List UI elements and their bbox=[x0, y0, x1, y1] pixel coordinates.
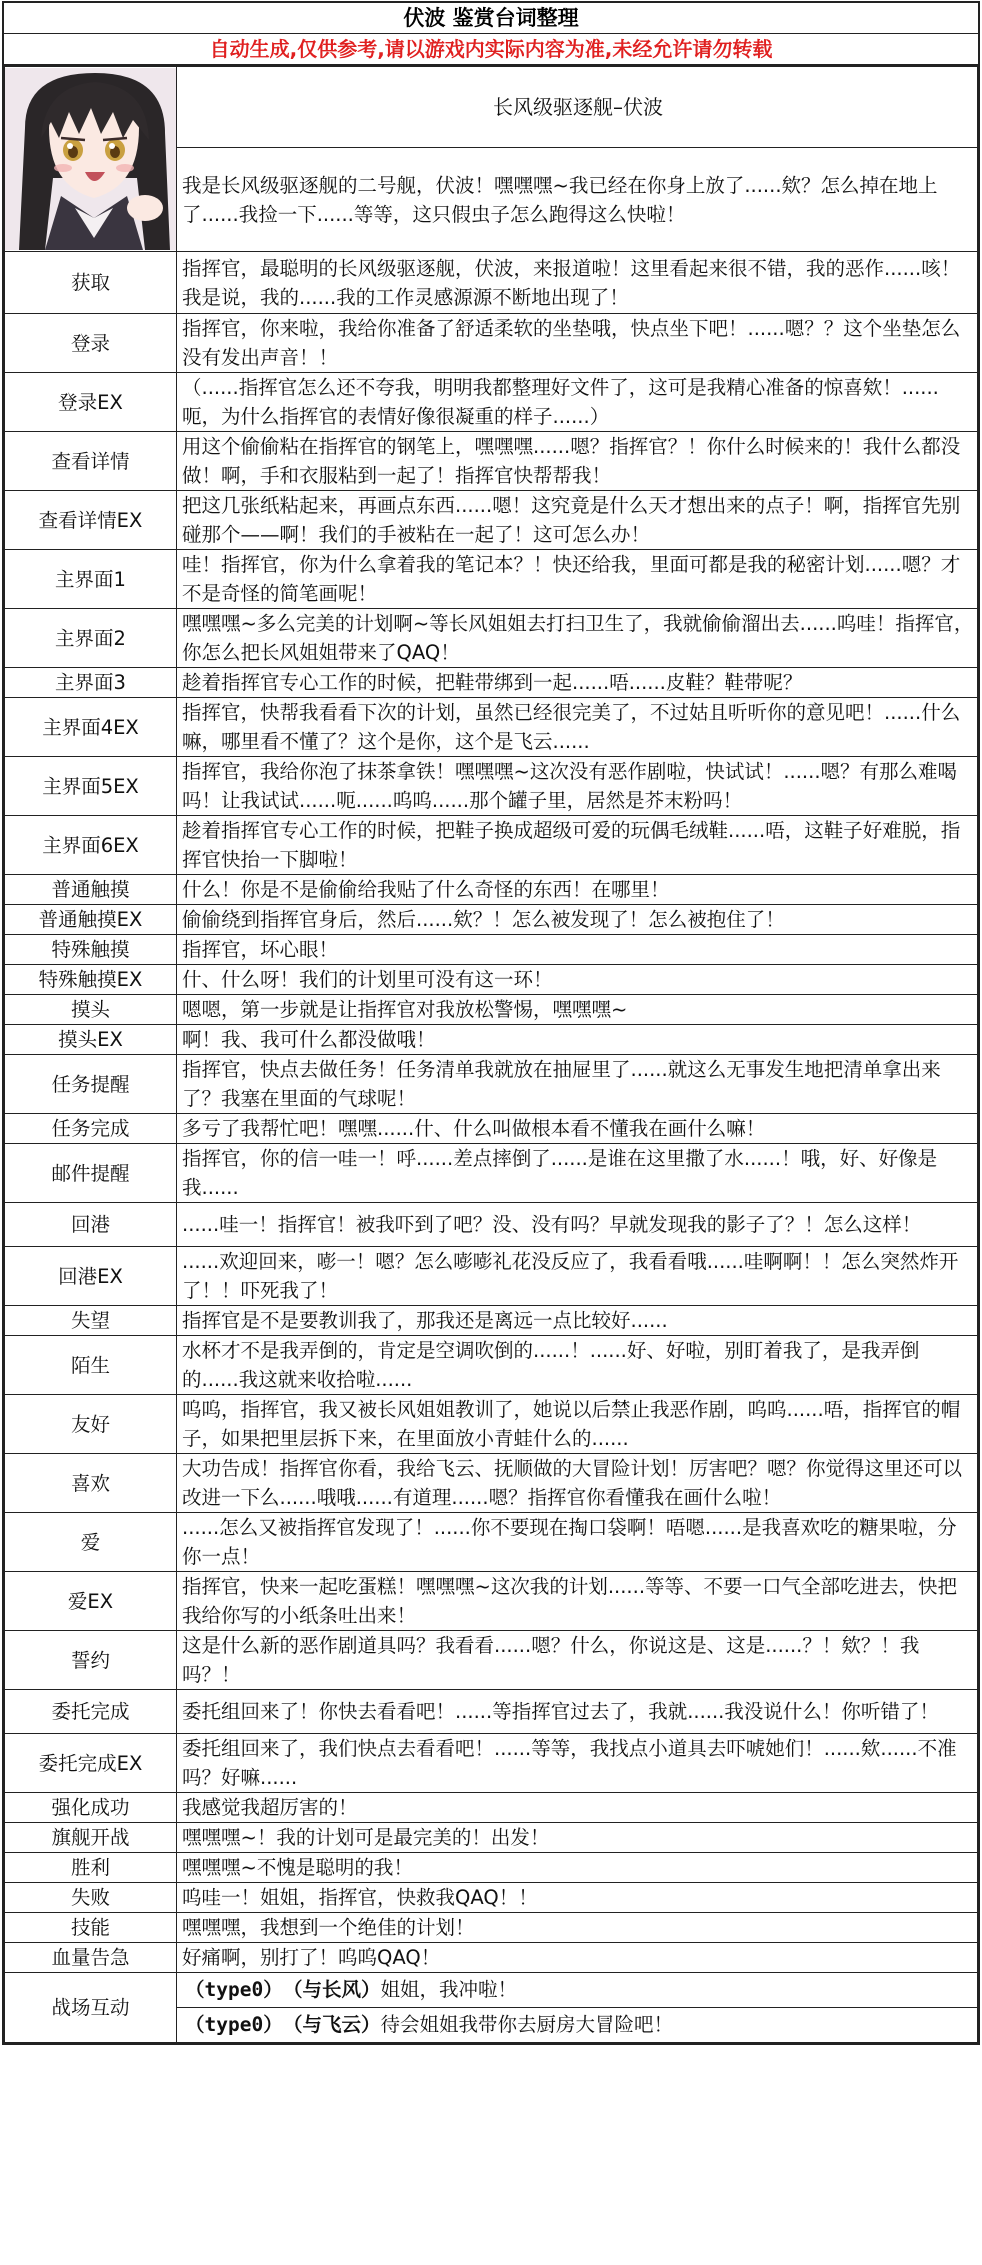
voice-line-row bbox=[5, 668, 978, 698]
voice-line-category: 特殊触摸 bbox=[5, 935, 177, 965]
voice-line-row bbox=[5, 314, 978, 373]
voice-line-text: 我感觉我超厉害的！ bbox=[177, 1793, 978, 1823]
voice-line-text: 嘿嘿嘿~不愧是聪明的我！ bbox=[177, 1853, 978, 1883]
voice-line-row bbox=[5, 1853, 978, 1883]
ship-name: 长风级驱逐舰–伏波 bbox=[177, 67, 978, 148]
voice-line-row bbox=[5, 1572, 978, 1631]
voice-line-text: 指挥官，你来啦，我给你准备了舒适柔软的坐垫哦，快点坐下吧！......嗯？？这个坐垫怎么没有发出声音！！ bbox=[177, 314, 978, 373]
voice-line-category: 主界面5EX bbox=[5, 757, 177, 816]
voice-line-row bbox=[5, 1144, 978, 1203]
voice-line-category: 主界面6EX bbox=[5, 816, 177, 875]
voice-line-category: 委托完成 bbox=[5, 1690, 177, 1734]
voice-line-text: 嗯嗯，第一步就是让指挥官对我放松警惕，嘿嘿嘿~ bbox=[177, 995, 978, 1025]
voice-line-row bbox=[5, 1734, 978, 1793]
voice-line-category: 陌生 bbox=[5, 1336, 177, 1395]
voice-line-category: 摸头 bbox=[5, 995, 177, 1025]
voice-line-category: 查看详情 bbox=[5, 432, 177, 491]
voice-line-category: 普通触摸 bbox=[5, 875, 177, 905]
voice-line-row bbox=[5, 757, 978, 816]
voice-line-category: 血量告急 bbox=[5, 1943, 177, 1973]
voice-line-text: 嘿嘿嘿，我想到一个绝佳的计划！ bbox=[177, 1913, 978, 1943]
voice-line-text: 指挥官，你的信一哇一！呼......差点摔倒了......是谁在这里撒了水......！哦，好、好像是我...... bbox=[177, 1144, 978, 1203]
voice-line-text: 指挥官，坏心眼！ bbox=[177, 935, 978, 965]
voice-line-row bbox=[5, 252, 978, 314]
voice-line-text: 指挥官，快点去做任务！任务清单我就放在抽屉里了......就这么无事发生地把清单拿出来了？我塞在里面的气球呢！ bbox=[177, 1055, 978, 1114]
voice-line-text: 这是什么新的恶作剧道具吗？我看看......嗯？什么，你说这是、这是......？！欸？！我吗？！ bbox=[177, 1631, 978, 1690]
voice-line-row bbox=[5, 935, 978, 965]
battle-interaction-lines bbox=[177, 1973, 978, 2043]
interaction-partner: （与长风） bbox=[292, 1978, 381, 2001]
voice-line-category: 登录EX bbox=[5, 373, 177, 432]
voice-line-row bbox=[5, 1025, 978, 1055]
voice-line-row bbox=[5, 609, 978, 668]
voice-line-category: 任务完成 bbox=[5, 1114, 177, 1144]
voice-line-text: 用这个偷偷粘在指挥官的钢笔上，嘿嘿嘿......嗯？指挥官？！你什么时候来的！我什么都没做！啊，手和衣服粘到一起了！指挥官快帮帮我！ bbox=[177, 432, 978, 491]
voice-line-table bbox=[4, 66, 978, 2043]
voice-line-category: 爱EX bbox=[5, 1572, 177, 1631]
voice-line-category: 特殊触摸EX bbox=[5, 965, 177, 995]
voice-line-text: 呜哇一！姐姐，指挥官，快救我QAQ！！ bbox=[177, 1883, 978, 1913]
voice-line-row bbox=[5, 1913, 978, 1943]
interaction-type-tag: （type0） bbox=[185, 1978, 283, 2001]
voice-line-category: 失望 bbox=[5, 1306, 177, 1336]
voice-line-row bbox=[5, 432, 978, 491]
voice-line-row bbox=[5, 1395, 978, 1454]
voice-line-text: ......怎么又被指挥官发现了！......你不要现在掏口袋啊！唔嗯......是我喜欢吃的糖果啦，分你一点！ bbox=[177, 1513, 978, 1572]
voice-line-text: 大功告成！指挥官你看，我给飞云、抚顺做的大冒险计划！厉害吧？嗯？你觉得这里还可以改进一下么......哦哦......有道理......嗯？指挥官你看懂我在画什么啦！ bbox=[177, 1454, 978, 1513]
voice-line-text: （......指挥官怎么还不夸我，明明我都整理好文件了，这可是我精心准备的惊喜欸！......呃，为什么指挥官的表情好像很凝重的样子......） bbox=[177, 373, 978, 432]
voice-line-category: 查看详情EX bbox=[5, 491, 177, 550]
voice-line-category: 主界面3 bbox=[5, 668, 177, 698]
voice-line-row bbox=[5, 816, 978, 875]
voice-line-category: 强化成功 bbox=[5, 1793, 177, 1823]
voice-line-category: 任务提醒 bbox=[5, 1055, 177, 1114]
voice-line-row bbox=[5, 1454, 978, 1513]
voice-line-text: 把这几张纸粘起来，再画点东西......嗯！这究竟是什么天才想出来的点子！啊，指挥官先别碰那个——啊！我们的手被粘在一起了！这可怎么办！ bbox=[177, 491, 978, 550]
voice-line-text: ......欢迎回来，嘭一！嗯？怎么嘭嘭礼花没反应了，我看看哦......哇啊啊！！怎么突然炸开了！！吓死我了！ bbox=[177, 1247, 978, 1306]
voice-line-category: 邮件提醒 bbox=[5, 1144, 177, 1203]
voice-line-row bbox=[5, 1336, 978, 1395]
voice-line-row bbox=[5, 1203, 978, 1247]
voice-line-row bbox=[5, 1883, 978, 1913]
voice-line-row bbox=[5, 1690, 978, 1734]
voice-line-row bbox=[5, 995, 978, 1025]
voice-line-text: 水杯才不是我弄倒的，肯定是空调吹倒的......！......好、好啦，别盯着我了，是我弄倒的......我这就来收拾啦...... bbox=[177, 1336, 978, 1395]
portrait-image bbox=[5, 68, 177, 250]
voice-line-category: 登录 bbox=[5, 314, 177, 373]
voice-line-row bbox=[5, 875, 978, 905]
voice-line-category: 普通触摸EX bbox=[5, 905, 177, 935]
voice-line-category: 主界面4EX bbox=[5, 698, 177, 757]
interaction-partner: （与飞云） bbox=[292, 2013, 381, 2036]
voice-line-category: 喜欢 bbox=[5, 1454, 177, 1513]
voice-line-row bbox=[5, 1631, 978, 1690]
voice-line-row bbox=[5, 550, 978, 609]
voice-line-text: 什么！你是不是偷偷给我贴了什么奇怪的东西！在哪里！ bbox=[177, 875, 978, 905]
voice-line-category: 获取 bbox=[5, 252, 177, 314]
voice-line-row bbox=[5, 1793, 978, 1823]
voice-line-text: 指挥官，我给你泡了抹茶拿铁！嘿嘿嘿~这次没有恶作剧啦，快试试！......嗯？有那么难喝吗！让我试试......呃......呜呜......那个罐子里，居然是芥末粉吗！ bbox=[177, 757, 978, 816]
voice-line-row bbox=[5, 698, 978, 757]
voice-line-row bbox=[5, 1943, 978, 1973]
voice-line-row bbox=[5, 491, 978, 550]
voice-line-sheet bbox=[2, 1, 980, 2045]
voice-line-text: 嘿嘿嘿~多么完美的计划啊~等长风姐姐去打扫卫生了，我就偷偷溜出去......呜哇！指挥官，你怎么把长风姐姐带来了QAQ！ bbox=[177, 609, 978, 668]
voice-line-text: 偷偷绕到指挥官身后，然后......欸？！怎么被发现了！怎么被抱住了！ bbox=[177, 905, 978, 935]
sheet-title: 伏波 鉴赏台词整理 bbox=[4, 3, 978, 34]
voice-line-row bbox=[5, 1513, 978, 1572]
voice-line-category: 友好 bbox=[5, 1395, 177, 1454]
interaction-text: 姐姐，我冲啦！ bbox=[380, 1978, 517, 2001]
voice-line-text: 好痛啊，别打了！呜呜QAQ！ bbox=[177, 1943, 978, 1973]
voice-line-text: 哇！指挥官，你为什么拿着我的笔记本？！快还给我，里面可都是我的秘密计划......嗯？才不是奇怪的简笔画呢！ bbox=[177, 550, 978, 609]
voice-line-row bbox=[5, 905, 978, 935]
voice-line-text: 委托组回来了，我们快点去看看吧！......等等，我找点小道具去吓唬她们！......欸......不准吗？好嘛...... bbox=[177, 1734, 978, 1793]
battle-interaction-line bbox=[177, 2007, 977, 2042]
voice-line-category: 回港 bbox=[5, 1203, 177, 1247]
ship-intro: 我是长风级驱逐舰的二号舰，伏波！嘿嘿嘿~我已经在你身上放了......欸？怎么掉在地上了......我捡一下......等等，这只假虫子怎么跑得这么快啦！ bbox=[177, 148, 978, 252]
voice-line-category: 主界面2 bbox=[5, 609, 177, 668]
interaction-type-tag: （type0） bbox=[185, 2013, 283, 2036]
voice-line-text: 趁着指挥官专心工作的时候，把鞋子换成超级可爱的玩偶毛绒鞋......唔，这鞋子好难脱，指挥官快抬一下脚啦！ bbox=[177, 816, 978, 875]
voice-line-row bbox=[5, 373, 978, 432]
voice-line-text: 委托组回来了！你快去看看吧！......等指挥官过去了，我就......我没说什么！你听错了！ bbox=[177, 1690, 978, 1734]
voice-line-category: 战场互动 bbox=[5, 1973, 177, 2043]
voice-line-category: 失败 bbox=[5, 1883, 177, 1913]
character-portrait bbox=[5, 67, 177, 252]
voice-line-row bbox=[5, 965, 978, 995]
interaction-text: 待会姐姐我带你去厨房大冒险吧！ bbox=[380, 2013, 673, 2036]
voice-line-text: 多亏了我帮忙吧！嘿嘿......什、什么叫做根本看不懂我在画什么嘛！ bbox=[177, 1114, 978, 1144]
voice-line-category: 委托完成EX bbox=[5, 1734, 177, 1793]
voice-line-text: 什、什么呀！我们的计划里可没有这一环！ bbox=[177, 965, 978, 995]
voice-line-text: 指挥官，最聪明的长风级驱逐舰，伏波，来报道啦！这里看起来很不错，我的恶作......咳！我是说，我的......我的工作灵感源源不断地出现了！ bbox=[177, 252, 978, 314]
voice-line-category: 爱 bbox=[5, 1513, 177, 1572]
voice-line-text: 嘿嘿嘿~！我的计划可是最完美的！出发！ bbox=[177, 1823, 978, 1853]
copyright-notice: 自动生成,仅供参考,请以游戏内实际内容为准,未经允许请勿转载 bbox=[4, 34, 978, 66]
battle-interaction-line bbox=[177, 1973, 977, 2007]
voice-line-category: 技能 bbox=[5, 1913, 177, 1943]
voice-line-category: 誓约 bbox=[5, 1631, 177, 1690]
voice-line-text: ......哇一！指挥官！被我吓到了吧？没、没有吗？早就发现我的影子了？！怎么这样！ bbox=[177, 1203, 978, 1247]
voice-line-text: 啊！我、我可什么都没做哦！ bbox=[177, 1025, 978, 1055]
voice-line-category: 回港EX bbox=[5, 1247, 177, 1306]
voice-line-category: 旗舰开战 bbox=[5, 1823, 177, 1853]
voice-line-category: 摸头EX bbox=[5, 1025, 177, 1055]
voice-line-text: 趁着指挥官专心工作的时候，把鞋带绑到一起......唔......皮鞋？鞋带呢？ bbox=[177, 668, 978, 698]
voice-line-text: 指挥官，快帮我看看下次的计划，虽然已经很完美了，不过姑且听听你的意见吧！......什么嘛，哪里看不懂了？这个是你，这个是飞云...... bbox=[177, 698, 978, 757]
voice-line-category: 胜利 bbox=[5, 1853, 177, 1883]
voice-line-row bbox=[5, 1306, 978, 1336]
voice-line-row bbox=[5, 1823, 978, 1853]
voice-line-row bbox=[5, 1114, 978, 1144]
voice-line-row bbox=[5, 1247, 978, 1306]
voice-line-text: 指挥官，快来一起吃蛋糕！嘿嘿嘿~这次我的计划......等等、不要一口气全部吃进去，快把我给你写的小纸条吐出来！ bbox=[177, 1572, 978, 1631]
voice-line-category: 主界面1 bbox=[5, 550, 177, 609]
voice-line-row bbox=[5, 1055, 978, 1114]
voice-line-text: 指挥官是不是要教训我了，那我还是离远一点比较好...... bbox=[177, 1306, 978, 1336]
voice-line-text: 呜呜，指挥官，我又被长风姐姐教训了，她说以后禁止我恶作剧，呜呜......唔，指挥官的帽子，如果把里层拆下来，在里面放小青蛙什么的...... bbox=[177, 1395, 978, 1454]
battle-interaction-row bbox=[5, 1973, 978, 2043]
